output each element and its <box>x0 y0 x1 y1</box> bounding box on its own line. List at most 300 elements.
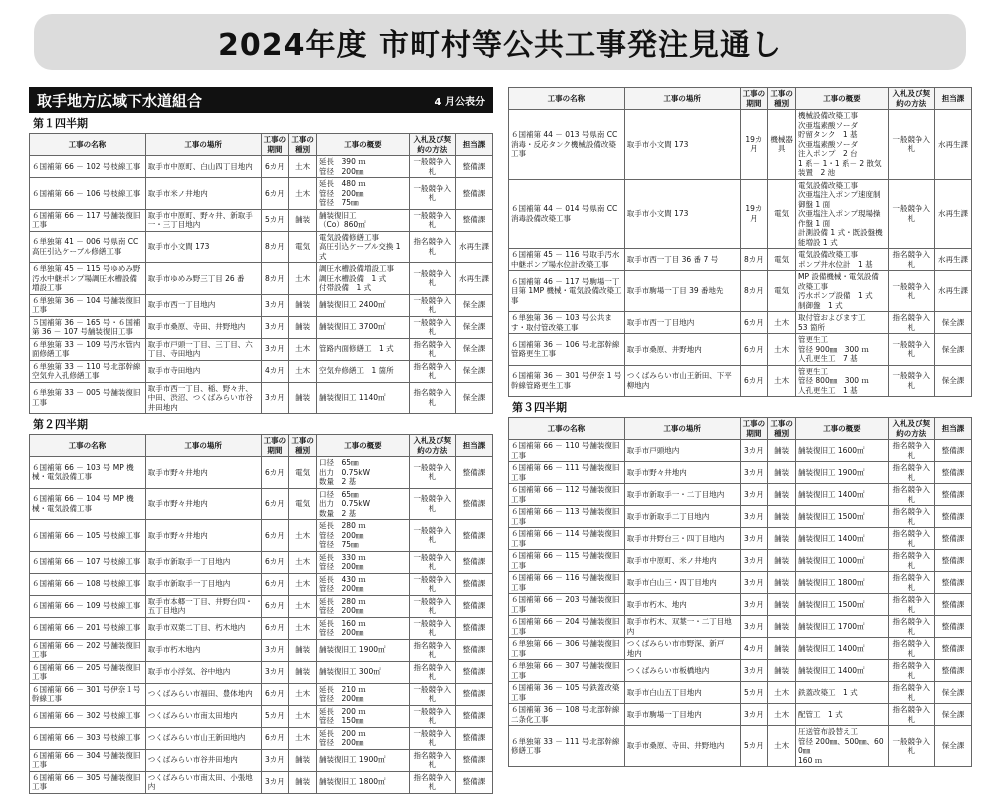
cell-kind: 電気 <box>768 271 796 312</box>
cell-kind: 舗装 <box>289 316 317 338</box>
cell-place: 取手市新取手一・二丁目地内 <box>624 484 740 506</box>
table-row <box>30 520 493 552</box>
cell-kind: 舗装 <box>768 660 796 682</box>
cell-kind: 土木 <box>768 312 796 334</box>
project-table <box>508 87 972 397</box>
cell-kind: 土木 <box>289 360 317 382</box>
cell-place: 取手市井野台三・四丁目地内 <box>624 528 740 550</box>
cell-overview: 管更生工 管径 800㎜ 300 ｍ 人孔更生工 1 基 <box>796 365 889 397</box>
cell-overview: 取付管およびます工 53 箇所 <box>796 312 889 334</box>
cell-period: 6カ月 <box>740 334 768 366</box>
cell-method: 指名競争入札 <box>409 661 455 683</box>
cell-method: 指名競争入札 <box>888 312 934 334</box>
cell-name: ６単独第 66 － 307 号舗装復旧工事 <box>509 660 625 682</box>
header-period: 工事の期間 <box>740 418 768 440</box>
cell-dept: 保全課 <box>455 316 492 338</box>
cell-dept: 保全課 <box>934 682 971 704</box>
table-row <box>509 365 972 397</box>
cell-period: 3カ月 <box>740 594 768 616</box>
table-row <box>509 440 972 462</box>
cell-kind: 土木 <box>289 156 317 178</box>
cell-method: 指名競争入札 <box>888 462 934 484</box>
cell-name: ６国補第 46 － 117 号駒場一丁目第 1MP 機械・電気設備改築工事 <box>509 271 625 312</box>
cell-dept: 整備課 <box>455 705 492 727</box>
table-row <box>30 294 493 316</box>
cell-place: 取手市中原町、野々井、新取手一・三丁目地内 <box>145 209 261 231</box>
cell-place: 取手市朽木、双葉一・二丁目地内 <box>624 616 740 638</box>
cell-name: ６国補第 66 － 302 号枝線工事 <box>30 705 146 727</box>
cell-method: 指名競争入札 <box>888 506 934 528</box>
header-place: 工事の場所 <box>624 418 740 440</box>
cell-kind: 土木 <box>289 595 317 617</box>
cell-period: 3カ月 <box>740 704 768 726</box>
cell-method: 一般競争入札 <box>409 727 455 749</box>
cell-kind: 電気 <box>289 457 317 489</box>
cell-name: ６国補第 66 － 107 号枝線工事 <box>30 551 146 573</box>
header-method: 入札及び契約の方法 <box>888 418 934 440</box>
cell-place: 取手市本郷一丁目、井野台四・五丁目地内 <box>145 595 261 617</box>
cell-period: 6カ月 <box>261 617 289 639</box>
cell-method: 一般競争入札 <box>409 209 455 231</box>
cell-dept: 整備課 <box>934 550 971 572</box>
cell-kind: 舗装 <box>768 616 796 638</box>
cell-method: 指名競争入札 <box>888 616 934 638</box>
cell-kind: 土木 <box>289 617 317 639</box>
table-row <box>30 488 493 520</box>
cell-overview: 延長 160 ｍ 管径 200㎜ <box>317 617 410 639</box>
cell-kind: 土木 <box>768 365 796 397</box>
cell-dept: 保全課 <box>934 704 971 726</box>
cell-place: つくばみらい市市野深、新戸 地内 <box>624 638 740 660</box>
table-row <box>30 178 493 210</box>
table-row <box>509 528 972 550</box>
cell-place: 取手市ゆめみ野三丁目 26 番 <box>145 263 261 295</box>
cell-overview: 舗装復旧工 1800㎡ <box>317 771 410 793</box>
cell-overview: 舗装復旧工 1000㎡ <box>796 550 889 572</box>
cell-place: 取手市新取手一丁目地内 <box>145 573 261 595</box>
cell-method: 指名競争入札 <box>888 249 934 271</box>
left-column <box>29 87 493 794</box>
cell-name: ６国補第 66 － 104 号 MP 機械・電気設備工事 <box>30 488 146 520</box>
cell-place: 取手市白山五丁目地内 <box>624 682 740 704</box>
cell-place: 取手市駒場一丁目 39 番地先 <box>624 271 740 312</box>
cell-method: 指名競争入札 <box>409 360 455 382</box>
cell-place: 取手市新取手一丁目地内 <box>145 551 261 573</box>
cell-kind: 電気 <box>768 249 796 271</box>
table-row <box>30 156 493 178</box>
cell-kind: 土木 <box>768 682 796 704</box>
cell-overview: 延長 330 ｍ 管径 200㎜ <box>317 551 410 573</box>
cell-place: 取手市中原町、米ノ井地内 <box>624 550 740 572</box>
header-overview: 工事の概要 <box>796 88 889 110</box>
cell-period: 6カ月 <box>261 457 289 489</box>
cell-method: 一般競争入札 <box>409 617 455 639</box>
cell-dept: 整備課 <box>934 594 971 616</box>
cell-name: ６単独第 36 － 104 号舗装復旧工事 <box>30 294 146 316</box>
org-header <box>29 87 493 113</box>
cell-name: ６国補第 66 － 116 号舗装復旧工事 <box>509 572 625 594</box>
cell-method: 指名競争入札 <box>409 639 455 661</box>
cell-kind: 土木 <box>289 338 317 360</box>
table-row <box>509 726 972 767</box>
cell-method: 指名競争入札 <box>409 382 455 414</box>
cell-method: 一般競争入札 <box>409 156 455 178</box>
cell-dept: 保全課 <box>934 365 971 397</box>
cell-period: 3カ月 <box>261 316 289 338</box>
cell-overview: 管路内面修繕工 1 式 <box>317 338 410 360</box>
table-row <box>509 594 972 616</box>
cell-overview: 舗装復旧工 1140㎡ <box>317 382 410 414</box>
cell-period: 6カ月 <box>261 551 289 573</box>
cell-method: 指名競争入札 <box>409 771 455 793</box>
cell-dept: 整備課 <box>455 771 492 793</box>
cell-dept: 整備課 <box>455 551 492 573</box>
cell-dept: 整備課 <box>934 484 971 506</box>
cell-place: 取手市戸頭一丁目、三丁目、六丁目、寺田地内 <box>145 338 261 360</box>
cell-method: 指名競争入札 <box>888 440 934 462</box>
cell-name: ５国補第 36 － 165 号・６国補第 36 － 107 号舗装復旧工事 <box>30 316 146 338</box>
cell-period: 3カ月 <box>740 660 768 682</box>
cell-dept: 整備課 <box>934 528 971 550</box>
cell-place: 取手市小浮気、谷中地内 <box>145 661 261 683</box>
cell-method: 一般競争入札 <box>888 726 934 767</box>
cell-kind: 舗装 <box>768 440 796 462</box>
table-row <box>509 616 972 638</box>
cell-place: 取手市西一丁目地内 <box>624 312 740 334</box>
cell-name: ６国補第 66 － 106 号枝線工事 <box>30 178 146 210</box>
cell-place: つくばみらい市山王新田、下平柳地内 <box>624 365 740 397</box>
cell-place: つくばみらい市南太田地内 <box>145 705 261 727</box>
cell-dept: 保全課 <box>455 382 492 414</box>
cell-kind: 舗装 <box>289 209 317 231</box>
cell-place: 取手市朽木地内 <box>145 639 261 661</box>
cell-place: 取手市野々井地内 <box>145 457 261 489</box>
cell-period: 3カ月 <box>740 616 768 638</box>
cell-place: 取手市双葉二丁目、朽木地内 <box>145 617 261 639</box>
cell-period: 6カ月 <box>261 156 289 178</box>
cell-dept: 整備課 <box>455 156 492 178</box>
project-table <box>29 434 493 794</box>
cell-name: ６国補第 44 － 013 号県南 CC消毒・反応タンク機械設備改築工事 <box>509 110 625 180</box>
table-row <box>509 572 972 594</box>
table-row <box>30 551 493 573</box>
cell-dept: 整備課 <box>455 727 492 749</box>
cell-method: 一般競争入札 <box>409 705 455 727</box>
cell-overview: 舗装復旧工 1800㎡ <box>796 572 889 594</box>
cell-method: 指名競争入札 <box>888 594 934 616</box>
table-header-row <box>30 134 493 156</box>
cell-method: 指名競争入札 <box>409 338 455 360</box>
cell-period: 6カ月 <box>261 595 289 617</box>
table-row <box>30 617 493 639</box>
table-row <box>30 639 493 661</box>
header-dept: 担当課 <box>934 88 971 110</box>
header-name: 工事の名称 <box>509 88 625 110</box>
cell-overview: 延長 200 ｍ 管径 150㎜ <box>317 705 410 727</box>
header-method: 入札及び契約の方法 <box>409 134 455 156</box>
cell-method: 指名競争入札 <box>888 528 934 550</box>
cell-dept: 保全課 <box>934 726 971 767</box>
cell-method: 指名競争入札 <box>888 660 934 682</box>
table-row <box>30 595 493 617</box>
cell-kind: 土木 <box>289 263 317 295</box>
header-name: 工事の名称 <box>30 435 146 457</box>
cell-dept: 整備課 <box>455 457 492 489</box>
cell-method: 一般競争入札 <box>409 551 455 573</box>
cell-method: 一般競争入札 <box>409 178 455 210</box>
cell-overview: 舗装復旧工 1500㎡ <box>796 506 889 528</box>
cell-overview: 口径 65㎜ 出力 0.75kW 数量 2 基 <box>317 457 410 489</box>
cell-kind: 舗装 <box>768 550 796 572</box>
cell-name: ６国補第 66 － 105 号枝線工事 <box>30 520 146 552</box>
cell-method: 指名競争入札 <box>409 231 455 263</box>
header-overview: 工事の概要 <box>796 418 889 440</box>
header-method: 入札及び契約の方法 <box>888 88 934 110</box>
cell-kind: 舗装 <box>289 382 317 414</box>
table-row <box>509 110 972 180</box>
header-period: 工事の期間 <box>261 435 289 457</box>
cell-period: 8カ月 <box>740 249 768 271</box>
section-label: 第１四半期 <box>33 117 88 130</box>
table-row <box>30 338 493 360</box>
table-row <box>30 727 493 749</box>
cell-name: ６国補第 66 － 303 号枝線工事 <box>30 727 146 749</box>
cell-dept: 水再生課 <box>934 271 971 312</box>
cell-period: 6カ月 <box>261 727 289 749</box>
cell-period: 6カ月 <box>261 520 289 552</box>
header-method: 入札及び契約の方法 <box>409 435 455 457</box>
cell-overview: 延長 280 ｍ 管径 200㎜ 管径 75㎜ <box>317 520 410 552</box>
cell-overview: 配管工 1 式 <box>796 704 889 726</box>
cell-dept: 整備課 <box>455 749 492 771</box>
cell-method: 指名競争入札 <box>888 572 934 594</box>
header-kind: 工事の種別 <box>768 88 796 110</box>
cell-name: ６国補第 44 － 014 号県南 CC消毒設備改築工事 <box>509 179 625 249</box>
table-row <box>30 209 493 231</box>
cell-dept: 整備課 <box>455 683 492 705</box>
cell-period: 3カ月 <box>261 294 289 316</box>
header-overview: 工事の概要 <box>317 435 410 457</box>
header-kind: 工事の種別 <box>289 435 317 457</box>
table-row <box>509 249 972 271</box>
cell-overview: 調圧水槽設備増設工事 調圧水槽設備 1 式 付帯設備 1 式 <box>317 263 410 295</box>
table-row <box>509 179 972 249</box>
cell-period: 8カ月 <box>261 231 289 263</box>
table-header-row <box>509 418 972 440</box>
header-place: 工事の場所 <box>624 88 740 110</box>
cell-dept: 保全課 <box>455 294 492 316</box>
cell-period: 19カ月 <box>740 179 768 249</box>
cell-method: 一般競争入札 <box>888 334 934 366</box>
cell-place: 取手市野々井地内 <box>145 520 261 552</box>
header-name: 工事の名称 <box>509 418 625 440</box>
cell-dept: 整備課 <box>455 617 492 639</box>
cell-name: ６単独第 33 － 109 号汚水管内面修繕工事 <box>30 338 146 360</box>
cell-name: ６国補第 36 － 106 号北部幹線管路更生工事 <box>509 334 625 366</box>
cell-method: 一般競争入札 <box>888 110 934 180</box>
cell-overview: 舗装復旧工 1900㎡ <box>317 749 410 771</box>
cell-method: 指名競争入札 <box>888 682 934 704</box>
cell-period: 6カ月 <box>261 488 289 520</box>
cell-name: ６単独第 66 － 306 号舗装復旧工事 <box>509 638 625 660</box>
cell-method: 指名競争入札 <box>888 550 934 572</box>
cell-method: 一般競争入札 <box>409 316 455 338</box>
cell-period: 4カ月 <box>740 638 768 660</box>
header-dept: 担当課 <box>455 435 492 457</box>
cell-dept: 水再生課 <box>934 110 971 180</box>
table-row <box>509 271 972 312</box>
cell-dept: 整備課 <box>934 616 971 638</box>
cell-overview: 電気設備修繕工事 高圧引込ケーブル交換 1 式 <box>317 231 410 263</box>
table-row <box>30 705 493 727</box>
cell-name: ６国補第 66 － 202 号舗装復旧工事 <box>30 639 146 661</box>
cell-name: ６国補第 66 － 110 号舗装復旧工事 <box>509 440 625 462</box>
table-row <box>30 382 493 414</box>
table-row <box>509 550 972 572</box>
cell-overview: 舗装復旧工 （Co）860㎡ <box>317 209 410 231</box>
cell-period: 3カ月 <box>261 749 289 771</box>
table-row <box>509 462 972 484</box>
header-kind: 工事の種別 <box>289 134 317 156</box>
table-row <box>509 484 972 506</box>
cell-overview: 舗装復旧工 300㎡ <box>317 661 410 683</box>
cell-place: つくばみらい市山王新田地内 <box>145 727 261 749</box>
table-row <box>30 231 493 263</box>
cell-kind: 舗装 <box>289 639 317 661</box>
cell-overview: 機械設備改築工事 次亜塩素酸ソーダ 貯留タンク 1 基 次亜塩素酸ソーダ 注入ポンプ 2 台 1 系－ 1・1 系－ 2 散気装置 2 池 <box>796 110 889 180</box>
cell-method: 一般競争入札 <box>409 488 455 520</box>
cell-kind: 電気 <box>289 231 317 263</box>
cell-period: 5カ月 <box>261 705 289 727</box>
cell-name: ６単独第 33 － 110 号北部幹線空気弁入孔修繕工事 <box>30 360 146 382</box>
cell-name: ６国補第 36 － 108 号北部幹線二条化工事 <box>509 704 625 726</box>
page-title: 2024年度 市町村等公共工事発注見通し <box>34 14 966 70</box>
table-row <box>509 638 972 660</box>
cell-overview: 電気設備改築工事 ポンプ井水位計 1 基 <box>796 249 889 271</box>
cell-place: 取手市野々井地内 <box>145 488 261 520</box>
cell-period: 6カ月 <box>740 312 768 334</box>
cell-kind: 土木 <box>289 178 317 210</box>
cell-name: ６単独第 45 － 115 号ゆめみ野汚水中継ポンプ場調圧水槽設備増設工事 <box>30 263 146 295</box>
cell-period: 5カ月 <box>261 209 289 231</box>
cell-overview: 空気弁修繕工 1 箇所 <box>317 360 410 382</box>
cell-period: 3カ月 <box>740 440 768 462</box>
cell-place: 取手市新取手二丁目地内 <box>624 506 740 528</box>
header-name: 工事の名称 <box>30 134 146 156</box>
cell-name: ６国補第 66 － 108 号枝線工事 <box>30 573 146 595</box>
section-label: 第３四半期 <box>512 401 567 414</box>
cell-dept: 水再生課 <box>455 263 492 295</box>
table-row <box>30 457 493 489</box>
cell-name: ６単独第 33 － 005 号舗装復旧工事 <box>30 382 146 414</box>
cell-period: 6カ月 <box>261 573 289 595</box>
cell-name: ６国補第 66 － 111 号舗装復旧工事 <box>509 462 625 484</box>
cell-kind: 電気 <box>289 488 317 520</box>
header-dept: 担当課 <box>455 134 492 156</box>
cell-name: ６国補第 36 － 105 号鉄蓋改築工事 <box>509 682 625 704</box>
header-overview: 工事の概要 <box>317 134 410 156</box>
cell-method: 一般競争入札 <box>888 271 934 312</box>
cell-method: 一般競争入札 <box>409 457 455 489</box>
cell-place: 取手市寺田地内 <box>145 360 261 382</box>
cell-name: ６国補第 66 － 304 号舗装復旧工事 <box>30 749 146 771</box>
table-row <box>30 573 493 595</box>
cell-dept: 保全課 <box>455 360 492 382</box>
cell-dept: 整備課 <box>934 660 971 682</box>
cell-overview: 舗装復旧工 1400㎡ <box>796 660 889 682</box>
cell-method: 指名競争入札 <box>888 638 934 660</box>
cell-kind: 舗装 <box>768 594 796 616</box>
table-header-row <box>509 88 972 110</box>
cell-dept: 整備課 <box>455 595 492 617</box>
table-row <box>30 771 493 793</box>
project-table <box>29 133 493 414</box>
cell-place: 取手市桑原、井野地内 <box>624 334 740 366</box>
cell-dept: 水再生課 <box>934 179 971 249</box>
cell-period: 3カ月 <box>261 338 289 360</box>
header-dept: 担当課 <box>934 418 971 440</box>
cell-overview: 延長 480 ｍ 管径 200㎜ 管径 75㎜ <box>317 178 410 210</box>
cell-name: ６国補第 66 － 109 号枝線工事 <box>30 595 146 617</box>
cell-method: 一般競争入札 <box>409 263 455 295</box>
cell-overview: MP 設備機械・電気設備改築工事 汚水ポンプ設備 1 式 制御盤 1 式 <box>796 271 889 312</box>
header-kind: 工事の種別 <box>768 418 796 440</box>
cell-name: ６単独第 33 － 111 号北部幹線修繕工事 <box>509 726 625 767</box>
cell-period: 6カ月 <box>740 365 768 397</box>
cell-period: 3カ月 <box>261 771 289 793</box>
section-label: 第２四半期 <box>33 418 88 431</box>
cell-name: ６国補第 66 － 103 号 MP 機械・電気設備工事 <box>30 457 146 489</box>
cell-dept: 整備課 <box>455 661 492 683</box>
cell-kind: 土木 <box>289 573 317 595</box>
cell-period: 4カ月 <box>261 360 289 382</box>
cell-overview: 電気設備改築工事 次亜塩注入ポンプ速度制御盤 1 面 次亜塩注入ポンプ現場操作盤 1 面 計測設備 1 式・既設盤機能増設 1 式 <box>796 179 889 249</box>
cell-kind: 舗装 <box>289 771 317 793</box>
cell-kind: 土木 <box>289 551 317 573</box>
cell-place: 取手市駒場一丁目地内 <box>624 704 740 726</box>
cell-overview: 舗装復旧工 2400㎡ <box>317 294 410 316</box>
cell-kind: 土木 <box>289 727 317 749</box>
cell-overview: 舗装復旧工 1400㎡ <box>796 484 889 506</box>
cell-place: 取手市西一丁目地内 <box>145 294 261 316</box>
cell-place: つくばみらい市福田、豊体地内 <box>145 683 261 705</box>
cell-name: ６国補第 66 － 102 号枝線工事 <box>30 156 146 178</box>
published-note: 4 月公表分 <box>434 96 485 108</box>
cell-period: 6カ月 <box>261 178 289 210</box>
cell-overview: 圧送管布設替え工 管径 200㎜、500㎜、600㎜ 160 ｍ <box>796 726 889 767</box>
table-row <box>509 334 972 366</box>
project-table <box>508 417 972 767</box>
cell-name: ６国補第 66 － 205 号舗装復旧工事 <box>30 661 146 683</box>
cell-dept: 整備課 <box>455 520 492 552</box>
cell-name: ６国補第 66 － 117 号舗装復旧工事 <box>30 209 146 231</box>
table-row <box>509 312 972 334</box>
cell-method: 一般競争入札 <box>409 294 455 316</box>
cell-kind: 機械器具 <box>768 110 796 180</box>
cell-period: 5カ月 <box>740 682 768 704</box>
cell-name: ６国補第 66 － 115 号舗装復旧工事 <box>509 550 625 572</box>
cell-period: 19カ月 <box>740 110 768 180</box>
cell-period: 5カ月 <box>740 726 768 767</box>
cell-name: ６国補第 66 － 201 号枝線工事 <box>30 617 146 639</box>
cell-period: 8カ月 <box>261 263 289 295</box>
cell-period: 3カ月 <box>740 484 768 506</box>
cell-kind: 土木 <box>289 705 317 727</box>
cell-method: 指名競争入札 <box>409 749 455 771</box>
cell-period: 3カ月 <box>261 661 289 683</box>
cell-kind: 土木 <box>289 683 317 705</box>
cell-dept: 整備課 <box>455 209 492 231</box>
